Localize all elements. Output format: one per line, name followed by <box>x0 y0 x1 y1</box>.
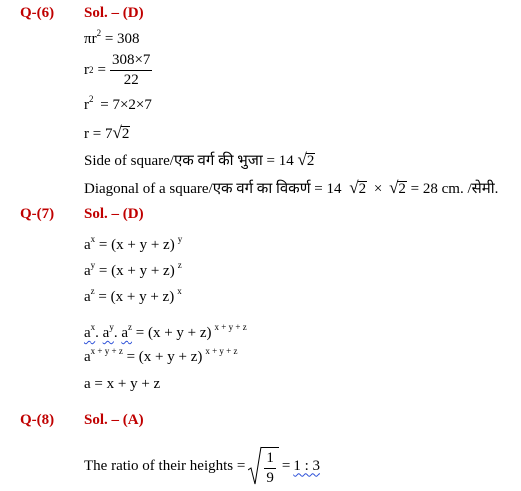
ratio-of-heights-line <box>84 446 320 486</box>
pi-r: πr <box>84 31 97 47</box>
exp: x + y + z <box>90 346 123 356</box>
eq-a-z <box>84 286 182 305</box>
fraction-numerator: 308×7 <box>110 52 152 71</box>
eq-r-value: r = 7√2 <box>84 123 130 142</box>
solution-label-6 <box>84 6 144 21</box>
ratio-text: The ratio of their heights = <box>84 457 246 474</box>
question-number-7: Q-(7) <box>20 206 55 222</box>
sqrt-arg: 2 <box>121 126 130 142</box>
question-number-6: Q-(6) <box>20 5 55 21</box>
radical-sign <box>248 446 262 486</box>
exp: z <box>90 286 95 296</box>
diagonal-line: Diagonal of a square/एक वर्ग का विकर्ण = 14 √2 × √2 = 28 cm. /सेमी. <box>84 178 499 197</box>
fraction-denominator: 22 <box>123 71 139 88</box>
ratio-result: 1 : 3 <box>293 457 320 474</box>
rhs-exp: z <box>177 260 182 270</box>
eq-r-squared-product: $r^2 = 7\times 2\times 7$ <box>84 94 152 113</box>
eq-a-x <box>84 234 183 253</box>
fraction-numerator: 1 <box>264 450 276 469</box>
base-a: a <box>84 289 91 305</box>
rhs-exp: y <box>177 234 183 244</box>
diagonal-text: Diagonal of a square/एक वर्ग का विकर्ण = 14 <box>84 181 342 197</box>
sqrt-arg: 2 <box>306 153 315 169</box>
rhs: = (x + y + z) <box>126 349 203 365</box>
eq-a-power-sum <box>84 346 238 365</box>
equals: = <box>97 61 106 78</box>
eq4-text: r = 7 <box>84 126 113 142</box>
rhs-exp: x + y + z <box>214 322 247 332</box>
solution-label-7: Sol. – (D) <box>84 206 144 222</box>
eq-a-y <box>84 260 182 279</box>
sqrt-arg: 2 <box>358 181 367 197</box>
side-of-square-line: Side of square/एक वर्ग की भुजा = 14 √2 <box>84 150 315 169</box>
base-a: a <box>84 349 91 365</box>
rhs: = (x + y + z) <box>135 325 212 341</box>
eq3-rhs: = 7×2×7 <box>100 97 152 113</box>
times-sign: × <box>373 181 383 197</box>
fraction-1-over-9 <box>261 447 279 486</box>
solution-text-6: Sol. – (D) <box>84 5 144 21</box>
r-symbol: r <box>84 97 89 113</box>
eq-r-squared-fraction: r 2 = $\frac{308\times 7}{22}$ <box>84 52 151 88</box>
rhs-exp: x <box>177 286 182 296</box>
fraction-308x7-over-22 <box>110 52 152 88</box>
rhs: = (x + y + z) <box>98 289 175 305</box>
rhs: = (x + y + z) <box>98 237 175 253</box>
exp: x <box>90 234 96 244</box>
diagonal-result: = 28 cm. /सेमी. <box>410 181 499 197</box>
sqrt-arg: 2 <box>398 181 406 197</box>
rhs: = (x + y + z) <box>98 263 175 279</box>
side-text: Side of square/एक वर्ग की भुजा = 14 <box>84 153 294 169</box>
base-a: a <box>84 237 91 253</box>
solution-label-8: Sol. – (A) <box>84 412 144 428</box>
equals: = <box>281 457 291 474</box>
term-az: $a^z$ <box>121 322 133 341</box>
exp: y <box>90 260 96 270</box>
eq-pi-r-squared: $\pi r^2 = 308$ <box>84 28 140 47</box>
fraction-denominator: 9 <box>266 469 274 486</box>
term-ax: $a^x$ <box>84 322 96 341</box>
r-symbol: r <box>84 61 89 78</box>
rhs-exp: x + y + z <box>205 346 238 356</box>
eq1-rhs: = 308 <box>104 31 140 47</box>
base-a: a <box>84 263 91 279</box>
question-number-8: Q-(8) <box>20 412 55 428</box>
term-ay: $a^y$ <box>102 322 114 341</box>
eq-product-of-powers: $a^x$. $a^y$. $a^z = (x + y + z)$ $^{x + y + z}$ <box>84 322 247 341</box>
eq-a-result: a = x + y + z <box>84 376 161 392</box>
